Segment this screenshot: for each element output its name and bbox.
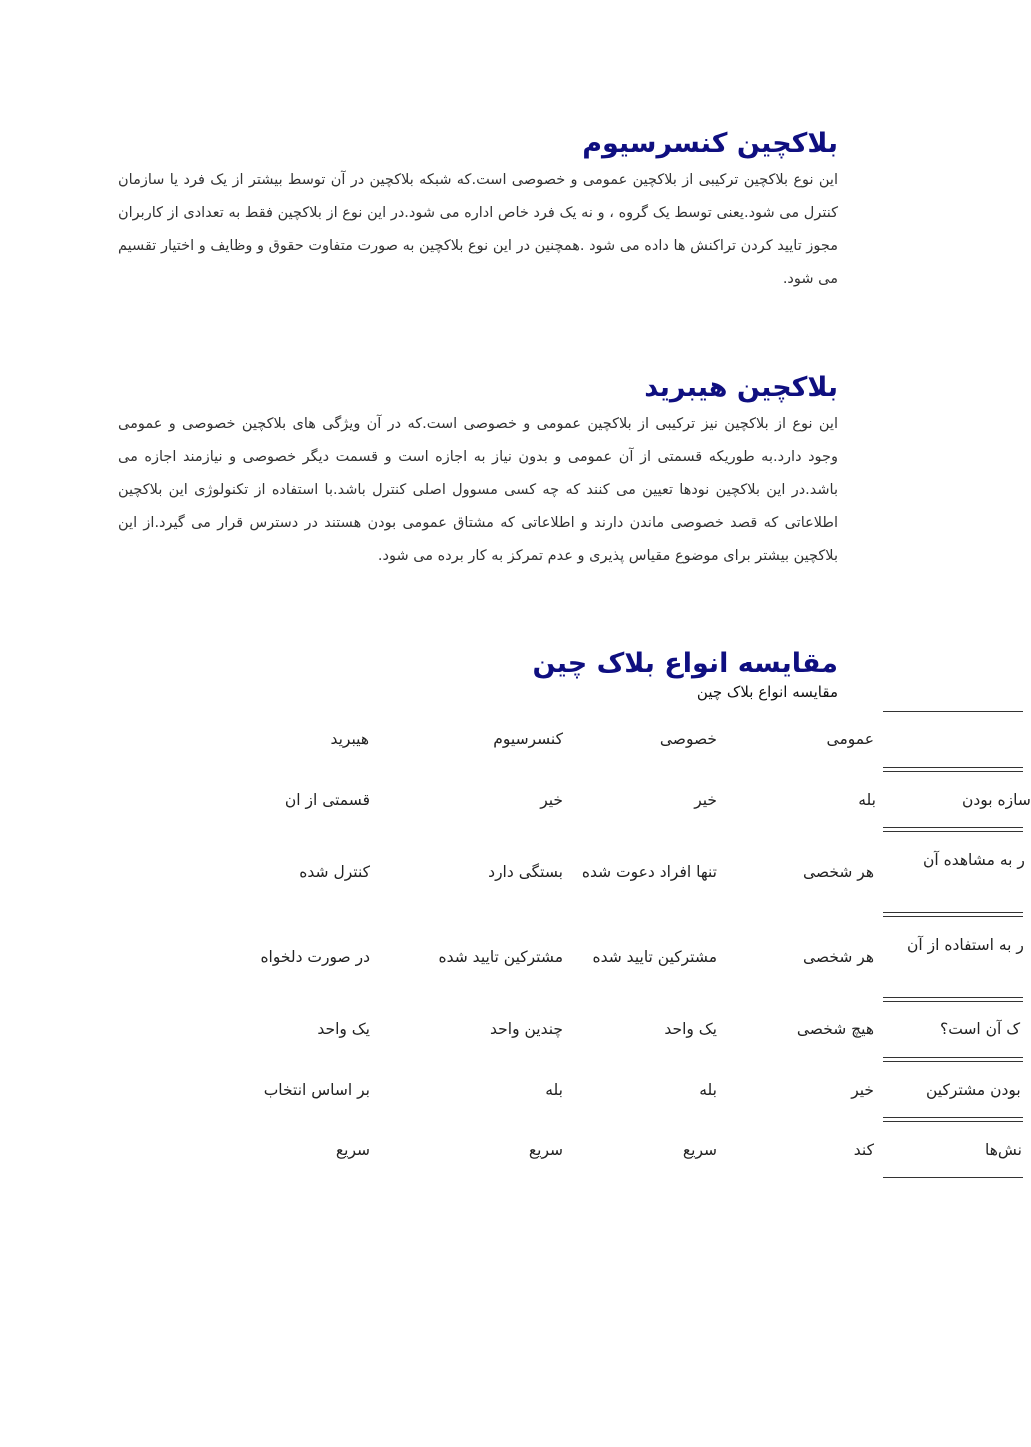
table-header-cell: عمومی [826, 730, 874, 748]
table-cell: بر اساس انتخاب [263, 1081, 370, 1099]
table-rule [883, 711, 1023, 712]
table-cell: هر شخصی [802, 948, 874, 966]
table-cell: مشترکین تایید شده [592, 948, 717, 966]
table-cell: سریع [682, 1141, 717, 1159]
table-rule [883, 997, 1023, 998]
table-header-cell: خصوصی [659, 730, 717, 748]
section-heading: بلاکچین هیبرید [644, 372, 838, 403]
table-row-label: بودن مشترکین [926, 1081, 1021, 1099]
table-cell: بله [858, 791, 876, 809]
table-row-label: ک آن است؟ [940, 1020, 1021, 1038]
table-header-cell: هیبرید [330, 730, 369, 748]
table-rule [883, 831, 1023, 832]
table-rule [883, 916, 1023, 917]
table-caption: مقایسه انواع بلاک چین [696, 683, 838, 701]
table-rule [883, 1121, 1023, 1122]
table-cell: چندین واحد [490, 1020, 563, 1038]
section-heading: بلاکچین کنسرسیوم [582, 128, 838, 159]
table-cell: در صورت دلخواه [260, 948, 370, 966]
section-paragraph: این نوع از بلاکچین نیز ترکیبی از بلاکچین عمومی و خصوصی است.که در آن ویژگی های بلاکچین خصوصی و عمومی وجود دارد.به طوریکه قسمتی از آن عمومی و بدون نیاز به اجازه است و قسمت دیگر خصوصی و نیازمند اجازه می باشد.در این بلاکچین نودها تعیین می کنند که چه کسی مسوول اصلی کنترل باشد.با استفاده از تکنولوژی این بلاکچین اطلاعاتی که قصد خصوصی ماندن دارند و اطلاعاتی که مشتاق عمومی بودن هستند در دسترس قرار می گیرد.از این بلاکچین بیشتر برای موضوع مقیاس پذیری و عدم تمرکز به کار برده می شود. [118, 416, 838, 564]
table-row-label: نش‌ها [985, 1141, 1022, 1159]
table-rule [883, 1061, 1023, 1062]
table-rule [883, 1177, 1023, 1178]
table-cell: خیر [540, 791, 563, 809]
table-header-cell: کنسرسیوم [493, 730, 563, 748]
table-cell: بستگی دارد [488, 863, 563, 881]
section-paragraph: این نوع بلاکچین ترکیبی از بلاکچین عمومی و خصوصی است.که شبکه بلاکچین در آن توسط بیشتر از یک فرد یا سازمان کنترل می شود.یعنی توسط یک گروه ، و نه یک فرد خاص اداره می شود.در این نوع از بلاکچین فقط به تعدادی از کاربران مجوز تایید کردن تراکنش ها داده می شود .همچنین در این نوع بلاکچین به صورت متفاوت حقوق و وظایف و اختیار تقسیم می شود. [118, 172, 838, 287]
table-cell: هیچ شخصی [796, 1020, 874, 1038]
table-rule [883, 1057, 1023, 1058]
table-rule [883, 912, 1023, 913]
table-rule [883, 1001, 1023, 1002]
table-rule [883, 771, 1023, 772]
table-cell: بله [545, 1081, 563, 1099]
table-rule [883, 1117, 1023, 1118]
table-cell: بله [699, 1081, 717, 1099]
table-cell: یک واحد [317, 1020, 370, 1038]
table-cell: هر شخصی [802, 863, 874, 881]
table-cell: مشترکین تایید شده [438, 948, 563, 966]
table-cell: سریع [335, 1141, 370, 1159]
table-cell: کند [853, 1141, 874, 1159]
table-cell: تنها افراد دعوت شده [581, 863, 717, 881]
table-cell: کنترل شده [299, 863, 370, 881]
table-cell: خیر [851, 1081, 874, 1099]
table-rule [883, 827, 1023, 828]
table-row-label: ر به استفاده از آن [907, 936, 1024, 954]
table-row-label: ساز‌ه بودن [962, 791, 1031, 809]
table-row-label: ر به مشاهده آن [923, 851, 1025, 869]
table-cell: یک واحد [664, 1020, 717, 1038]
section-heading: مقایسه انواع بلاک چین [532, 648, 838, 679]
table-cell: خیر [694, 791, 717, 809]
table-cell: قسمتی از ان [284, 791, 370, 809]
table-rule [883, 767, 1023, 768]
table-cell: سریع [528, 1141, 563, 1159]
